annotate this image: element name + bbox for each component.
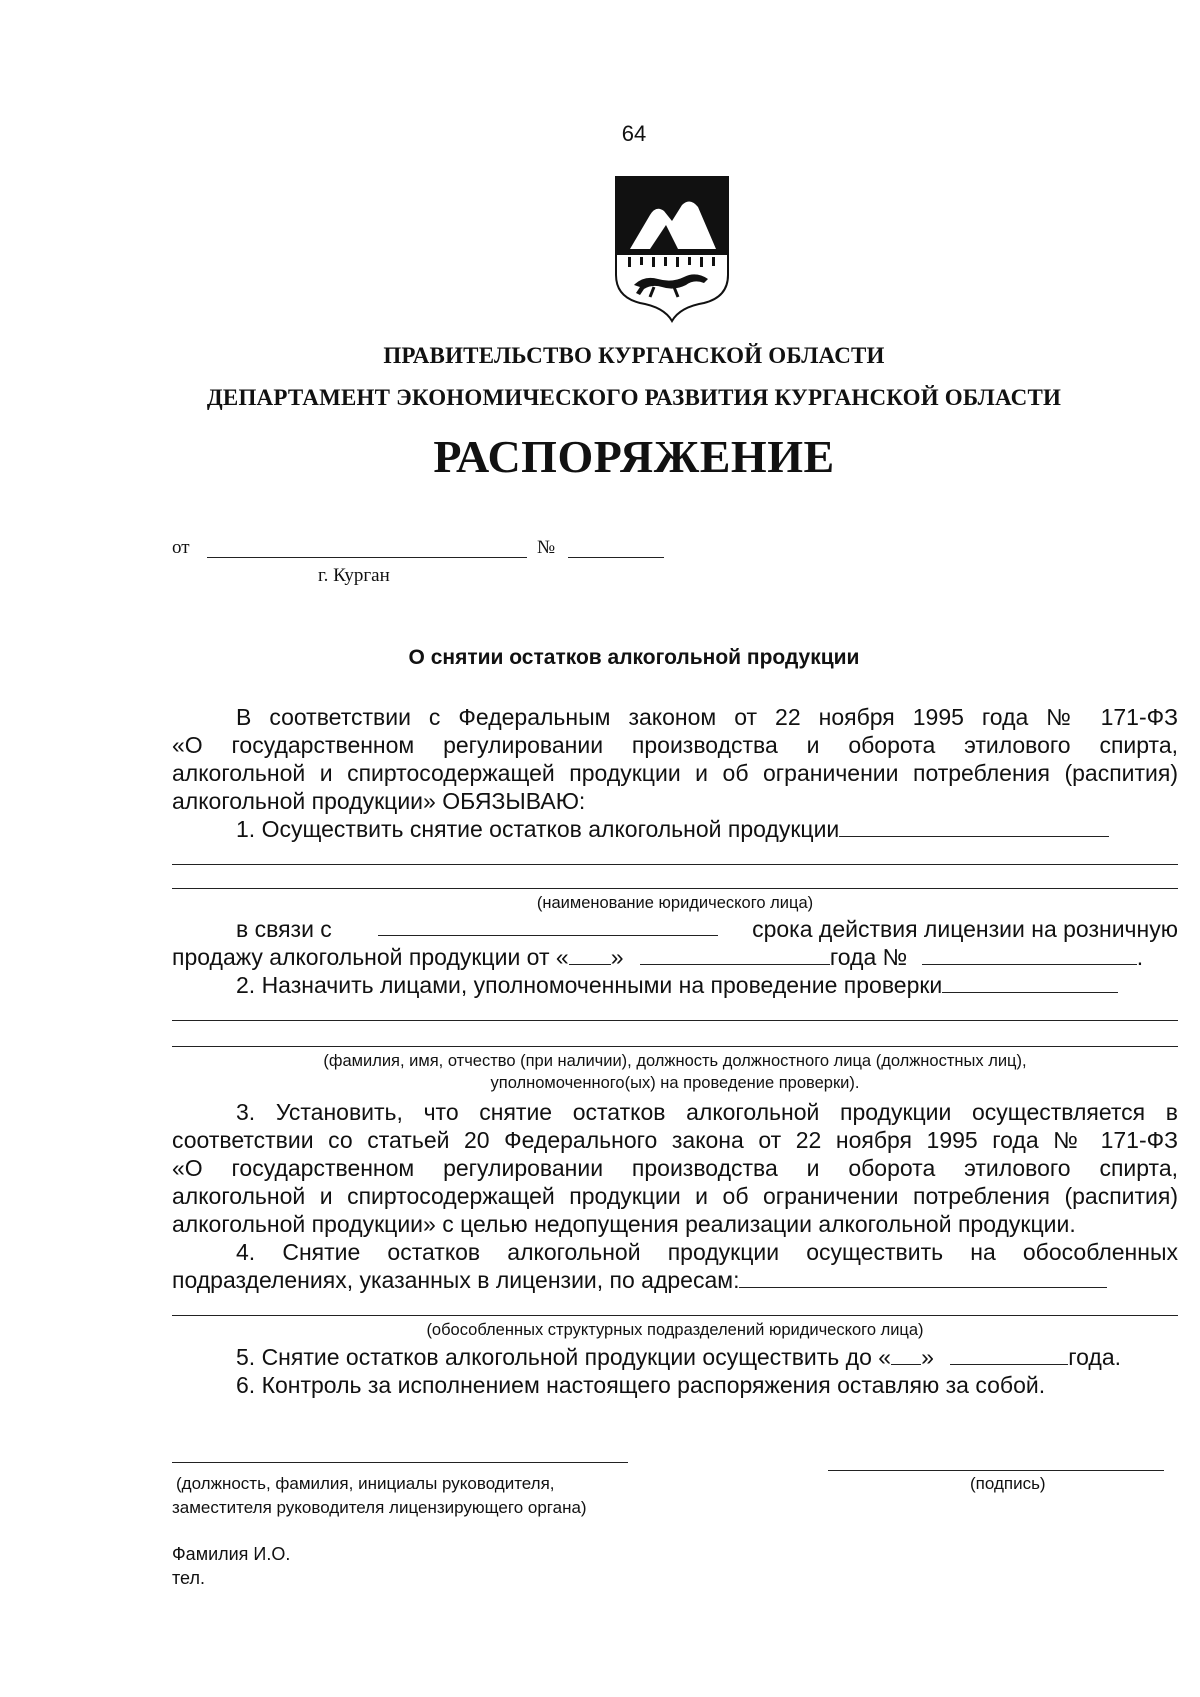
number-label: № <box>537 537 556 558</box>
item-2-blank <box>942 972 1118 993</box>
blank-line <box>172 864 1178 865</box>
item-3-line-3: «О государственном регулировании производства и оборота этилового спирта, <box>172 1155 1178 1181</box>
legal-entity-caption: (наименование юридического лица) <box>536 894 814 912</box>
item-1-line-3 <box>172 943 1178 971</box>
item-3-line-1: 3. Установить, что снятие остатков алкогольной продукции осуществляется в <box>236 1099 1178 1125</box>
item-1-sale-from: продажу алкогольной продукции от « <box>172 944 569 970</box>
item-2-text: 2. Назначить лицами, уполномоченными на проведение проверки <box>236 972 943 998</box>
item-4-line-2 <box>172 1266 1178 1294</box>
subdivisions-caption: (обособленных структурных подразделений юридического лица) <box>426 1321 924 1339</box>
executor-name: Фамилия И.О. <box>172 1544 291 1564</box>
executor-phone: тел. <box>172 1568 205 1588</box>
intro-line-1: В соответствии с Федеральным законом от 22 ноября 1995 года № 171-ФЗ <box>236 704 1178 730</box>
signature-line <box>828 1470 1164 1471</box>
item-4-text: подразделениях, указанных в лицензии, по адресам: <box>172 1267 740 1293</box>
document-title: РАСПОРЯЖЕНИЕ <box>433 431 835 482</box>
item-4-line-1: 4. Снятие остатков алкогольной продукции осуществить на обособленных <box>236 1239 1178 1265</box>
item-5-day-blank <box>891 1344 921 1365</box>
number-blank <box>568 557 664 558</box>
month-blank <box>640 944 830 965</box>
quote-close: » <box>921 1344 934 1370</box>
intro-line-3: алкогольной и спиртосодержащей продукции и об ограничении потребления (распития) <box>172 760 1178 786</box>
inspectors-caption-1: (фамилия, имя, отчество (при наличии), должность должностного лица (должностных лиц), <box>323 1052 1027 1070</box>
item-6-line: 6. Контроль за исполнением настоящего распоряжения оставляю за собой. <box>236 1372 1046 1398</box>
official-caption-2: заместителя руководителя лицензирующего органа) <box>172 1498 587 1517</box>
page-number: 64 <box>621 121 647 146</box>
item-1-text: 1. Осуществить снятие остатков алкогольной продукции <box>236 816 840 842</box>
intro-line-2: «О государственном регулировании производства и оборота этилового спирта, <box>172 732 1178 758</box>
intro-line-4: алкогольной продукции» ОБЯЗЫВАЮ: <box>172 788 586 814</box>
item-1-line <box>172 815 1178 843</box>
item-5-month-blank <box>950 1344 1068 1365</box>
quote-close: » <box>610 944 624 970</box>
blank-line <box>172 888 1178 889</box>
item-1-blank <box>839 816 1109 837</box>
blank-line <box>172 1020 1178 1021</box>
period: . <box>1136 944 1144 970</box>
reason-blank <box>378 915 718 936</box>
item-3-line-2: соответствии со статьей 20 Федерального закона от 22 ноября 1995 года № 171-ФЗ <box>172 1127 1178 1153</box>
date-number-line <box>172 537 692 563</box>
item-2-line <box>172 971 1178 999</box>
inspectors-caption-2: уполномоченного(ых) на проведение проверки). <box>490 1074 860 1092</box>
position-signature-line <box>172 1462 628 1463</box>
from-label: от <box>172 537 190 558</box>
addresses-blank <box>739 1267 1107 1288</box>
city: г. Курган <box>318 565 390 586</box>
official-caption-1: (должность, фамилия, инициалы руководителя, <box>176 1474 555 1493</box>
license-number-blank <box>922 944 1137 965</box>
year-number-label: года № <box>829 944 908 970</box>
year-label: года. <box>1068 1344 1122 1370</box>
item-5-line <box>172 1343 1178 1371</box>
item-3-line-5: алкогольной продукции» с целью недопущения реализации алкогольной продукции. <box>172 1211 1076 1237</box>
date-blank <box>207 557 527 558</box>
blank-line <box>172 1315 1178 1316</box>
day-blank <box>569 944 611 965</box>
item-5-text: 5. Снятие остатков алкогольной продукции осуществить до « <box>236 1344 892 1370</box>
item-1-license-expiry: срока действия лицензии на розничную <box>752 916 1178 942</box>
signature-caption: (подпись) <box>970 1474 1046 1493</box>
coat-of-arms-icon <box>614 175 730 323</box>
subject-heading: О снятии остатков алкогольной продукции <box>408 646 860 669</box>
item-1-line-2 <box>172 915 1178 943</box>
department-heading: ДЕПАРТАМЕНТ ЭКОНОМИЧЕСКОГО РАЗВИТИЯ КУРГАНСКОЙ ОБЛАСТИ <box>206 385 1062 410</box>
item-3-line-4: алкогольной и спиртосодержащей продукции и об ограничении потребления (распития) <box>172 1183 1178 1209</box>
government-heading: ПРАВИТЕЛЬСТВО КУРГАНСКОЙ ОБЛАСТИ <box>383 343 885 368</box>
blank-line <box>172 1046 1178 1047</box>
item-1-in-connection: в связи с <box>236 916 332 942</box>
